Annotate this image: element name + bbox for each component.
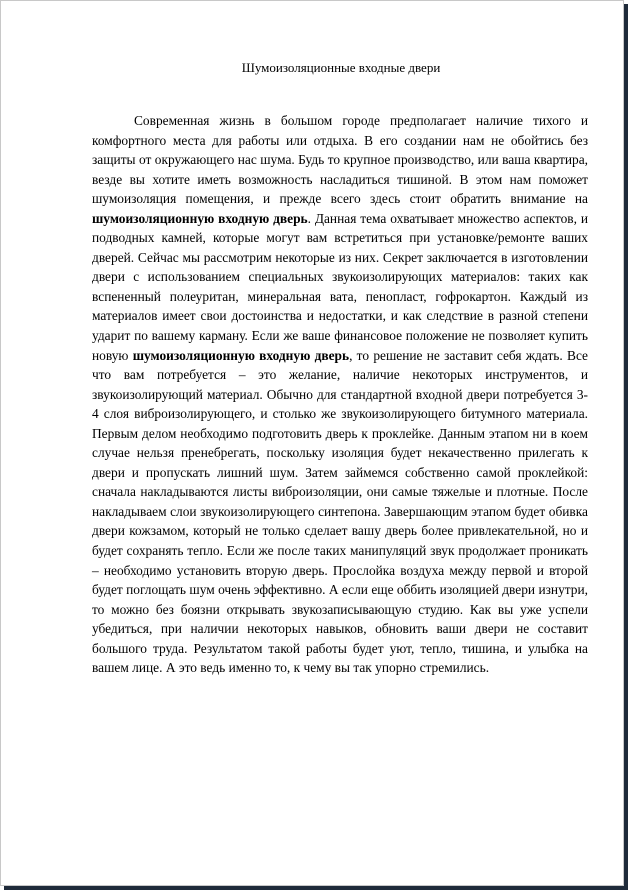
document-title: Шумоизоляционные входные двери [241, 60, 441, 75]
bold-keyword: шумоизоляционную входную дверь [132, 347, 350, 363]
bold-keyword: шумоизоляционную входную дверь [92, 210, 308, 226]
text-run: . Данная тема охватывает множество аспектов, и подводных камней, которые могут вам встретиться при установке/ремонте ваших дверей. Сейчас мы рассмотрим некоторые из них. Секрет заключается в изготовлении двери с использованием специальных звукоизолирующих материалов: таких как вспененный полеуритан, минеральная вата, пенопласт, гофрокартон. Каждый из материалов имеет свои достоинства и недостатки, и как следствие в разной степени ударит по вашему карману. Если же ваше финансовое положение не позволяет купить новую [92, 210, 588, 363]
text-run: , то решение не заставит себя ждать. Все что вам потребуется – это желание, наличие некоторых инструментов, и звукоизолирующий материал. Обычно для стандартной входной двери потребуется 3-4 слоя виброизолирующего, и столько же звукоизолирующего битумного материала. Первым делом необходимо подготовить дверь к проклейке. Данным этапом ни в коем случае нельзя пренебрегать, поскольку изоляция будет некачественно прилегать к двери и пропускать лишний шум. Затем займемся собственно самой проклейкой: сначала накладываются листы виброизоляции, они самые тяжелые и плотные. После накладываем слои звукоизолирующего синтепона. Завершающим этапом будет обивка двери кожзамом, который не только сделает вашу дверь более привлекательной, но и будет сохранять тепло. Если же после таких манипуляций звук продолжает проникать – необходимо установить вторую дверь. Прослойка воздуха между первой и второй будет поглощать шум очень эффективно. А если еще оббить изоляцией двери изнутри, то можно без боязни открывать звукозаписывающую студию. Как вы уже успели убедиться, при наличии некоторых навыков, обновить ваши двери не составит большого труда. Результатом такой работы будет уют, тепло, тишина, и улыбка на вашем лице. А это ведь именно то, к чему вы так упорно стремились. [92, 347, 588, 676]
page-shadow-right [624, 4, 628, 890]
page-shadow-bottom [4, 886, 628, 890]
document-body-paragraph [92, 111, 588, 678]
text-run: Современная жизнь в большом городе предполагает наличие тихого и комфортного места для работы или отдыха. В его создании нам не обойтись без защиты от окружающего нас шума. Будь то крупное производство, или ваша квартира, везде вы хотите иметь возможность насладиться тишиной. В этом нам поможет шумоизоляция помещения, и прежде всего здесь стоит обратить внимание на [92, 113, 588, 207]
